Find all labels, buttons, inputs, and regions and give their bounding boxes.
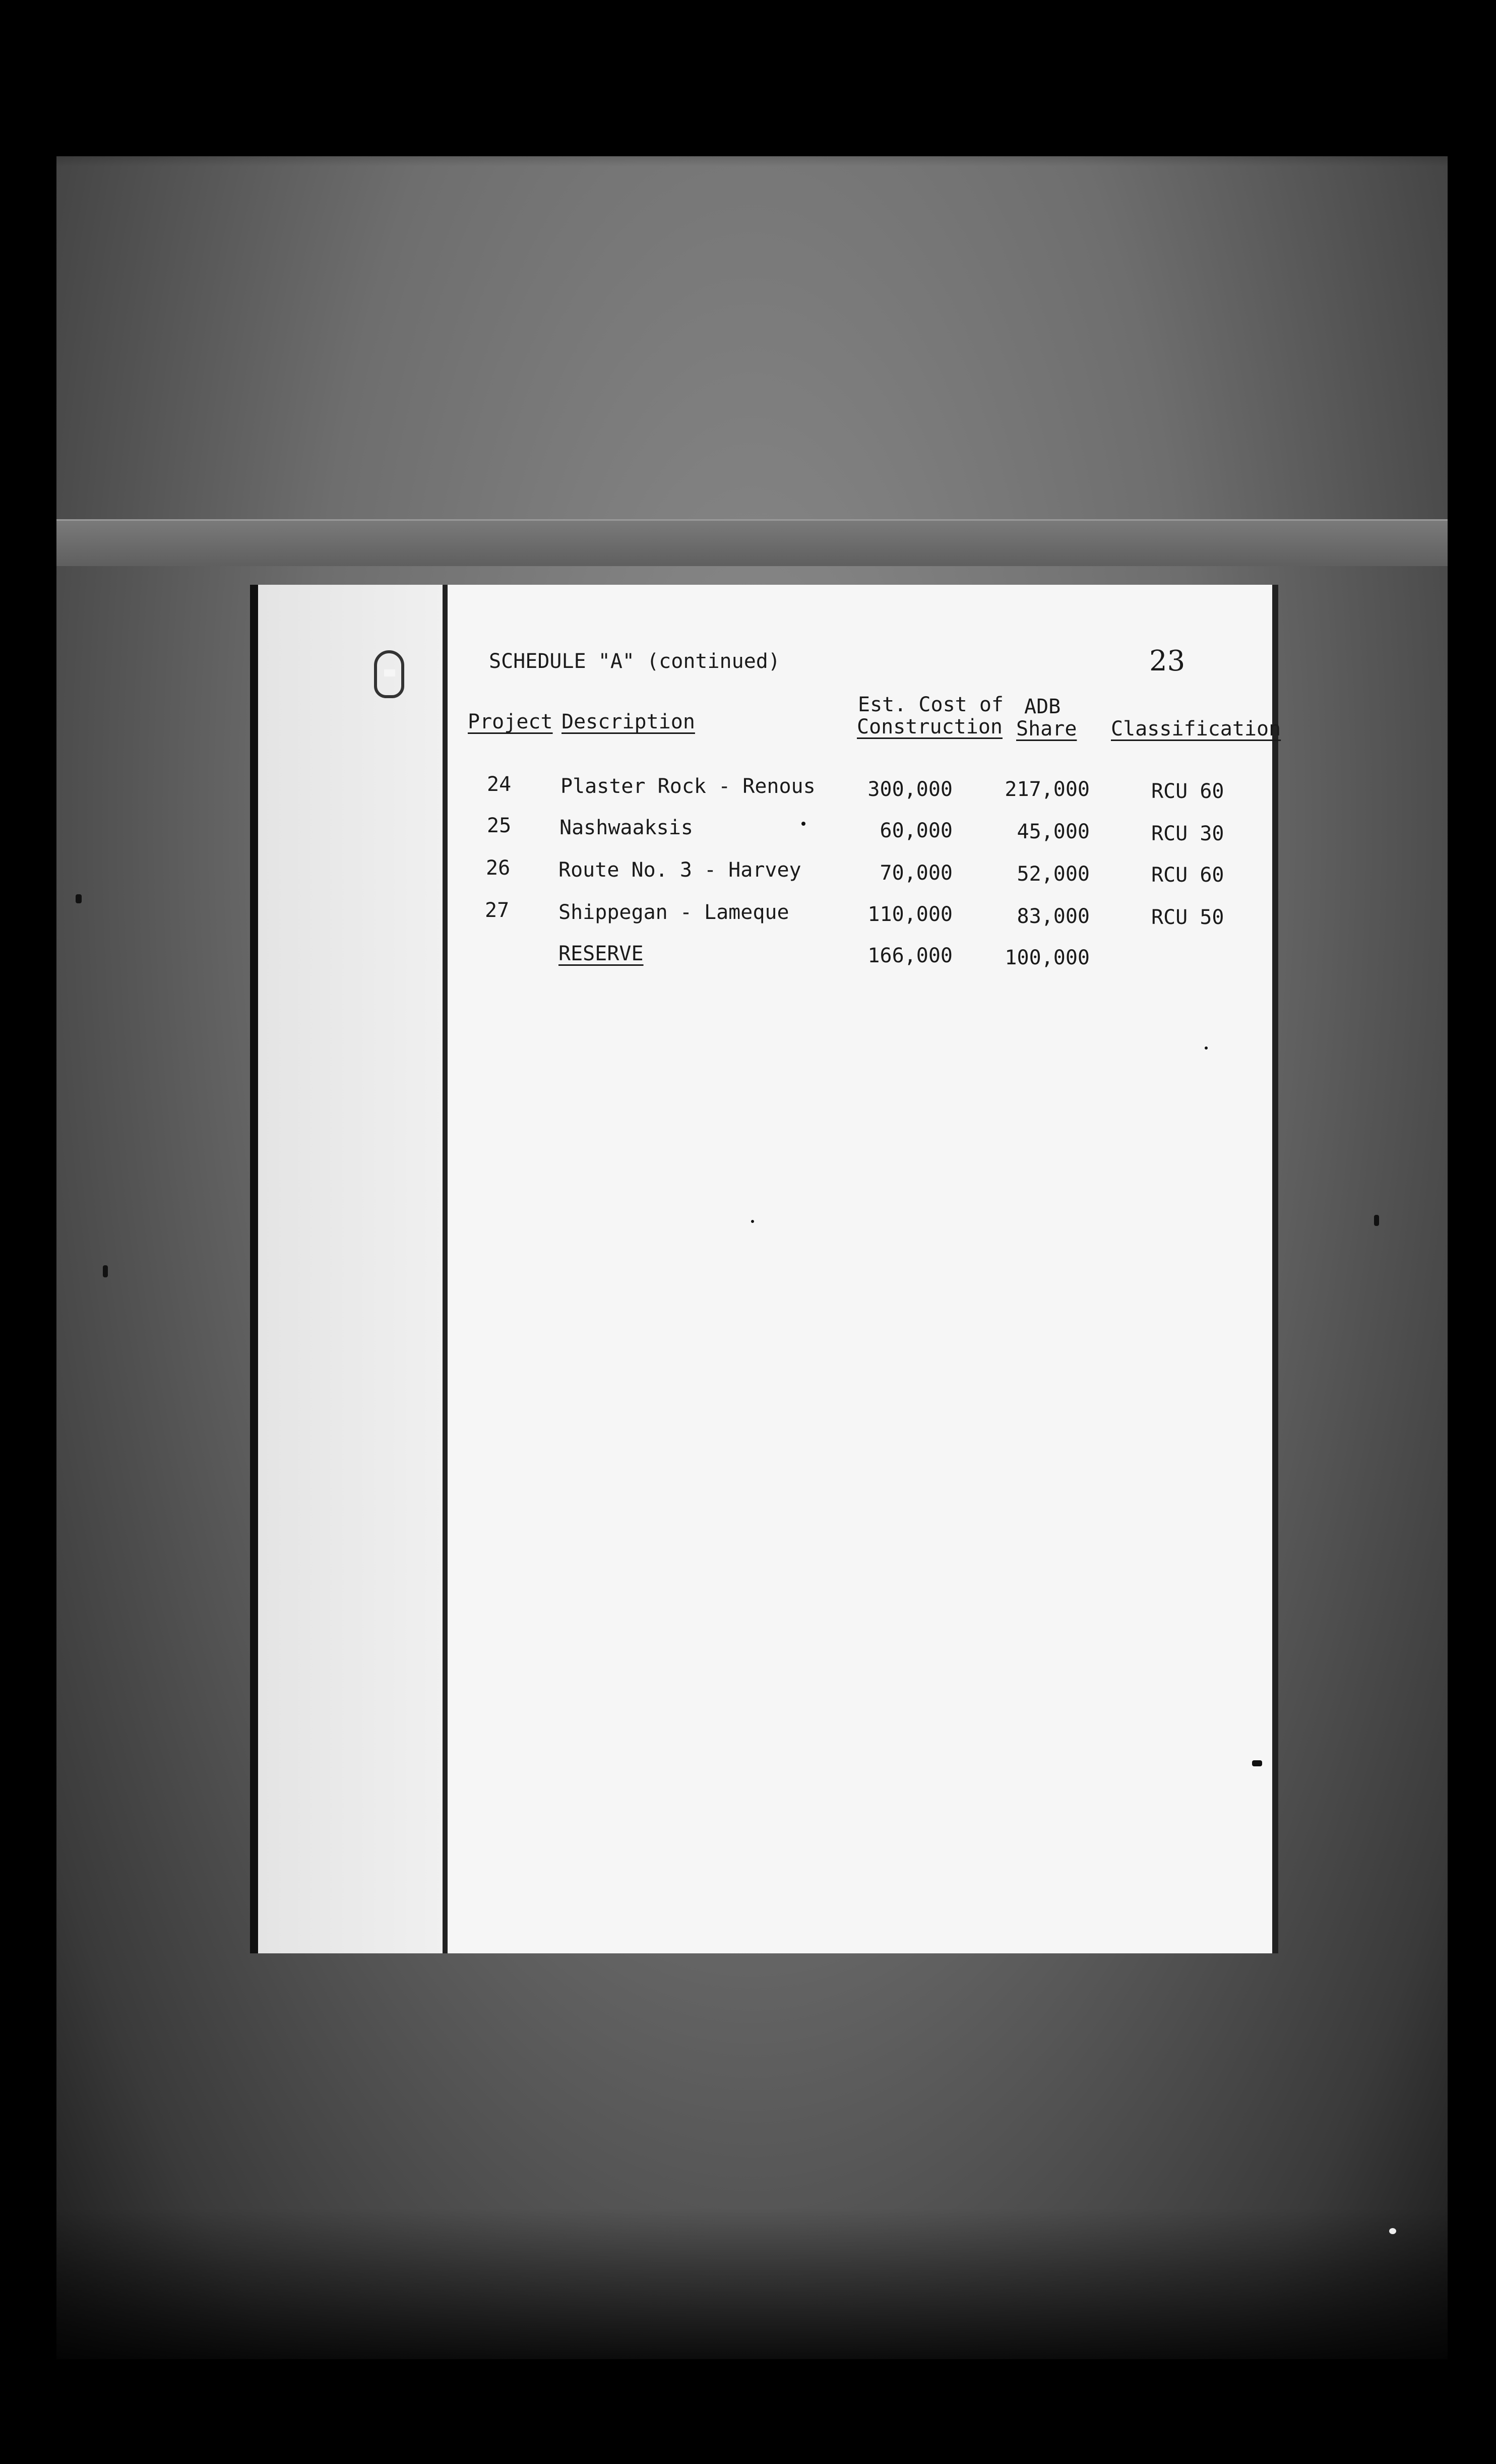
page-number: 23 bbox=[1149, 645, 1186, 677]
scan-speck bbox=[751, 1220, 754, 1223]
row4-project: 27 bbox=[485, 899, 510, 922]
row3-project: 26 bbox=[486, 856, 511, 880]
row2-cost: 60,000 bbox=[880, 819, 953, 842]
row1-classification: RCU 60 bbox=[1151, 780, 1224, 803]
row3-description: Route No. 3 - Harvey bbox=[558, 858, 801, 882]
row3-cost: 70,000 bbox=[880, 861, 953, 885]
row2-project: 25 bbox=[487, 814, 512, 837]
header-share-line1: ADB bbox=[1024, 695, 1061, 718]
folder-edge bbox=[56, 519, 1448, 566]
row4-description: Shippegan - Lameque bbox=[558, 901, 789, 924]
header-cost-line2: Construction bbox=[857, 715, 1003, 738]
row4-classification: RCU 50 bbox=[1151, 906, 1224, 929]
margin-rule bbox=[443, 585, 448, 1953]
scan-speck bbox=[1374, 1215, 1379, 1226]
scan-speck bbox=[76, 894, 82, 903]
scan-speck bbox=[1252, 1760, 1262, 1766]
row1-cost: 300,000 bbox=[867, 778, 953, 801]
header-share-line2: Share bbox=[1016, 717, 1077, 741]
header-description: Description bbox=[562, 710, 695, 733]
row3-share: 52,000 bbox=[1017, 863, 1090, 886]
scan-speck bbox=[103, 1265, 108, 1277]
row5-cost: 166,000 bbox=[867, 944, 953, 967]
scan-speck bbox=[1389, 2228, 1396, 2234]
row5-description: RESERVE bbox=[558, 942, 644, 965]
row1-project: 24 bbox=[487, 773, 512, 796]
bottom-shadow bbox=[0, 2208, 1496, 2464]
row2-classification: RCU 30 bbox=[1151, 822, 1224, 845]
row3-classification: RCU 60 bbox=[1151, 864, 1224, 887]
row1-share: 217,000 bbox=[1005, 778, 1090, 801]
header-project: Project bbox=[468, 710, 553, 733]
row2-description: Nashwaaksis bbox=[559, 816, 693, 839]
scan-speck bbox=[801, 822, 805, 826]
header-cost-line1: Est. Cost of bbox=[858, 693, 1004, 716]
top-shadow bbox=[0, 0, 1496, 166]
row4-share: 83,000 bbox=[1017, 905, 1090, 928]
row5-share: 100,000 bbox=[1005, 946, 1090, 969]
header-classification: Classification bbox=[1111, 717, 1281, 741]
row4-cost: 110,000 bbox=[867, 903, 953, 926]
scan-speck bbox=[1205, 1046, 1208, 1050]
row2-share: 45,000 bbox=[1017, 820, 1090, 843]
document-title: SCHEDULE "A" (continued) bbox=[489, 650, 780, 673]
page-margin bbox=[258, 585, 448, 1953]
binder-ring-icon bbox=[374, 650, 404, 698]
row1-description: Plaster Rock - Renous bbox=[560, 775, 816, 798]
